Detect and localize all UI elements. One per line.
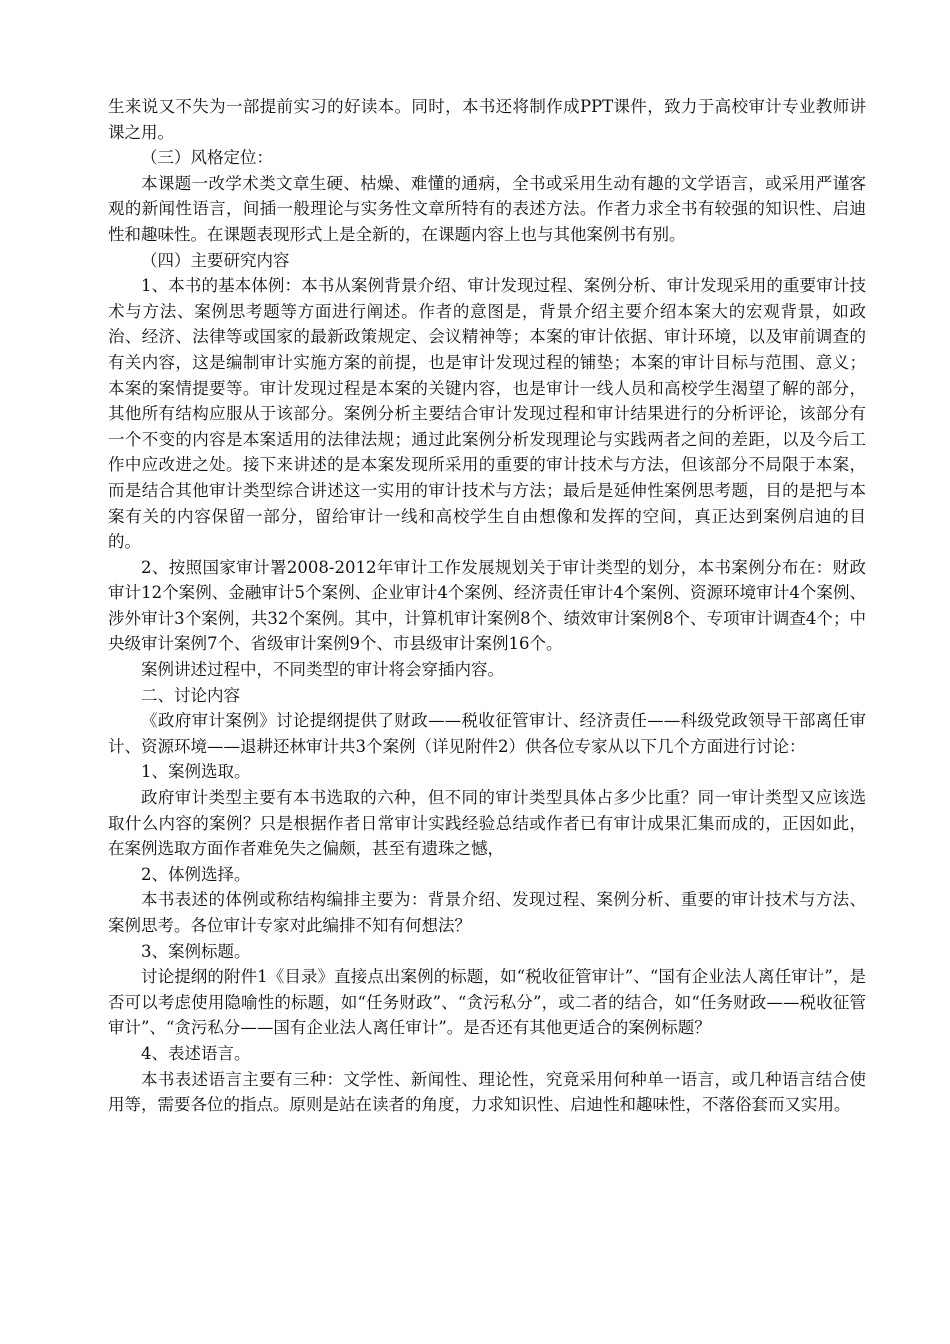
heading-case-selection: 1、案例选取。 xyxy=(141,762,251,782)
paragraph-interleave: 案例讲述过程中，不同类型的审计将会穿插内容。 xyxy=(141,660,504,680)
document-page xyxy=(108,94,866,1118)
paragraph-format-selection: 本书表述的体例或称结构编排主要为：背景介绍、发现过程、案例分析、重要的审计技术与方法、案例思考。各位审计专家对此编排不知有何想法？ xyxy=(108,890,866,935)
paragraph-style: 本课题一改学术类文章生硬、枯燥、难懂的通病，全书或采用生动有趣的文学语言，或采用严谨客观的新闻性语言，间插一般理论与实务性文章所特有的表述方法。作者力求全书有较强的知识性、启迪性和趣味性。在课题表现形式上是全新的，在课题内容上也与其他案例书有别。 xyxy=(108,173,866,244)
heading-language: 4、表述语言。 xyxy=(141,1043,251,1063)
paragraph-language: 本书表述语言主要有三种：文学性、新闻性、理论性，究竟采用何种单一语言，或几种语言结合使用等，需要各位的指点。原则是站在读者的角度，力求知识性、启迪性和趣味性，不落俗套而又实用。 xyxy=(108,1069,866,1115)
paragraph-continuation: 生来说又不失为一部提前实习的好读本。同时，本书还将制作成PPT课件，致力于高校审计专业教师讲课之用。 xyxy=(108,97,866,142)
heading-case-title: 3、案例标题。 xyxy=(141,941,251,961)
heading-format-selection: 2、体例选择。 xyxy=(141,864,251,884)
heading-style-positioning: （三）风格定位： xyxy=(141,148,273,168)
paragraph-case-distribution: 2、按照国家审计署2008-2012年审计工作发展规划关于审计类型的划分，本书案例分布在：财政审计12个案例、金融审计5个案例、企业审计4个案例、经济责任审计4个案例、资源环境审计4个案例、涉外审计3个案例，共32个案例。其中，计算机审计案例8个、绩效审计案例8个、专项审计调查4个；中央级审计案例7个、省级审计案例9个、市县级审计案例16个。 xyxy=(108,557,866,654)
paragraph-basic-format: 1、本书的基本体例：本书从案例背景介绍、审计发现过程、案例分析、审计发现采用的重要审计技术与方法、案例思考题等方面进行阐述。作者的意图是，背景介绍主要介绍本案大的宏观背景，如政治、经济、法律等或国家的最新政策规定、会议精神等；本案的审计依据、审计环境，以及审前调查的有关内容，这是编制审计实施方案的前提，也是审计发现过程的铺垫；本案的审计目标与范围、意义；本案的案情提要等。审计发现过程是本案的关键内容，也是审计一线人员和高校学生渴望了解的部分，其他所有结构应服从于该部分。案例分析主要结合审计发现过程和审计结果进行的分析评论，该部分有一个不变的内容是本案适用的法律法规；通过此案例分析发现理论与实践两者之间的差距，以及今后工作中应改进之处。接下来讲述的是本案发现所采用的重要的审计技术与方法，但该部分不局限于本案，而是结合其他审计类型综合讲述这一实用的审计技术与方法；最后是延伸性案例思考题，目的是把与本案有关的内容保留一部分，留给审计一线和高校学生自由想像和发挥的空间，真正达到案例启迪的目的。 xyxy=(108,276,866,552)
paragraph-discussion-intro: 《政府审计案例》讨论提纲提供了财政——税收征管审计、经济责任——科级党政领导干部离任审计、资源环境——退耕还林审计共3个案例（详见附件2）供各位专家从以下几个方面进行讨论： xyxy=(108,711,866,756)
paragraph-case-selection: 政府审计类型主要有本书选取的六种，但不同的审计类型具体占多少比重？同一审计类型又应该选取什么内容的案例？只是根据作者日常审计实践经验总结或作者已有审计成果汇集而成的，正因如此，在案例选取方面作者难免失之偏颇，甚至有遗珠之憾， xyxy=(108,788,866,859)
paragraph-case-title: 讨论提纲的附件1《目录》直接点出案例的标题，如“税收征管审计”、“国有企业法人离任审计”，是否可以考虑使用隐喻性的标题，如“任务财政”、“贪污私分”，或二者的结合，如“任务财政——税收征管审计”、“贪污私分——国有企业法人离任审计”。是否还有其他更适合的案例标题？ xyxy=(108,967,866,1038)
heading-main-research: （四）主要研究内容 xyxy=(141,250,290,270)
heading-discussion: 二、讨论内容 xyxy=(141,685,240,705)
